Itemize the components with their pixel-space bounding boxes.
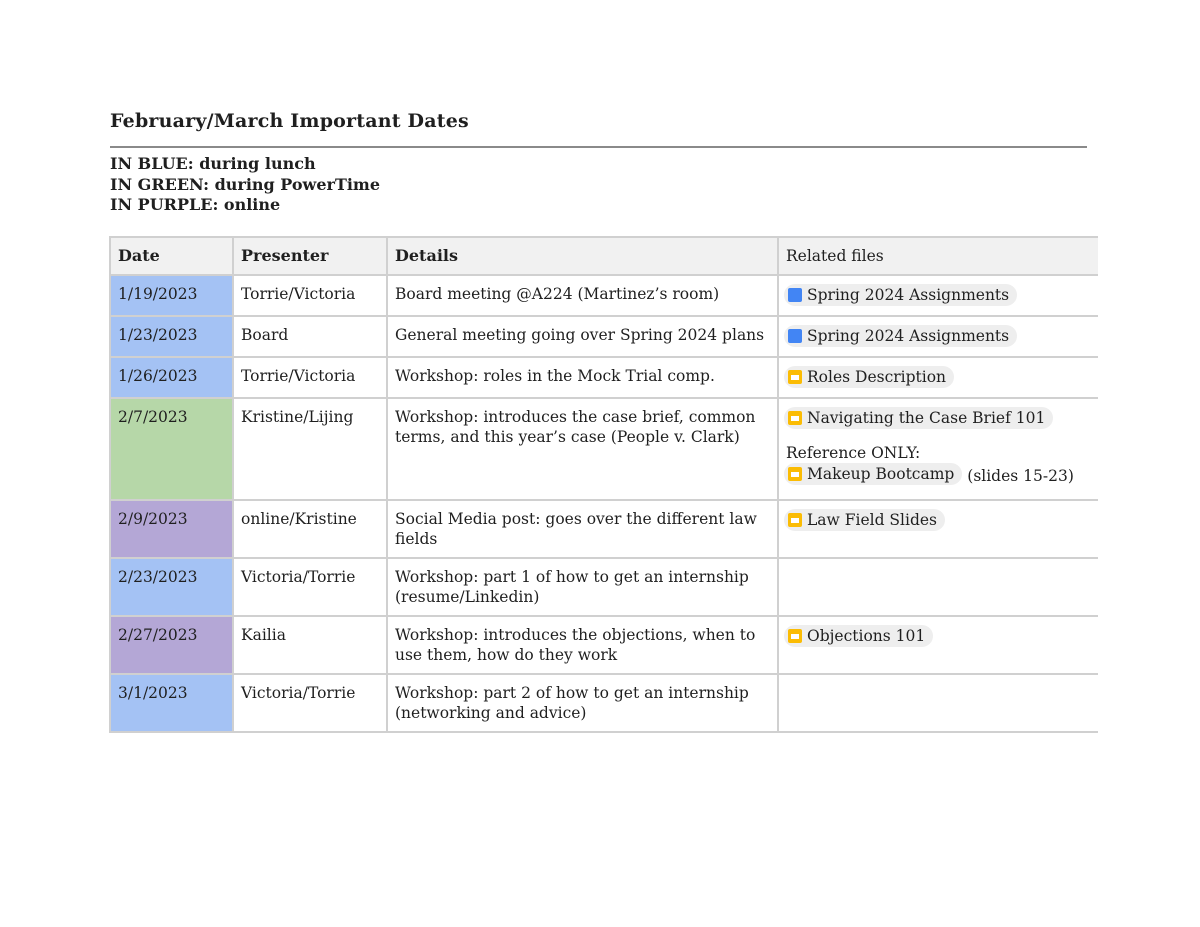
file-chip-label: Spring 2024 Assignments [807, 327, 1010, 345]
details-cell: Workshop: introduces the objections, when to use them, how do they work [387, 616, 778, 674]
table-row [110, 316, 1098, 357]
legend-purple: IN PURPLE: online [110, 195, 281, 214]
slides-icon [788, 411, 802, 425]
table-row [110, 616, 1098, 674]
related-files-cell [778, 357, 1098, 398]
date-cell: 3/1/2023 [110, 674, 233, 732]
date-cell: 1/23/2023 [110, 316, 233, 357]
header-date: Date [110, 237, 233, 275]
details-cell: Board meeting @A224 (Martinez’s room) [387, 275, 778, 316]
file-chip[interactable] [784, 625, 933, 647]
details-cell: Social Media post: goes over the different law fields [387, 500, 778, 558]
presenter-cell: Victoria/Torrie [233, 674, 387, 732]
file-chip[interactable] [784, 284, 1017, 306]
related-files-cell [778, 398, 1098, 500]
reference-label: Reference ONLY: [786, 444, 921, 462]
date-cell: 1/26/2023 [110, 357, 233, 398]
title-divider [110, 146, 1087, 148]
presenter-cell: Torrie/Victoria [233, 357, 387, 398]
related-files-cell [778, 275, 1098, 316]
header-presenter: Presenter [233, 237, 387, 275]
related-files-cell [778, 674, 1098, 732]
header-related-files: Related files [778, 237, 1098, 275]
date-cell: 2/9/2023 [110, 500, 233, 558]
doc-icon [788, 288, 802, 302]
file-chip-label: Law Field Slides [807, 511, 938, 529]
presenter-cell: Kailia [233, 616, 387, 674]
date-cell: 2/27/2023 [110, 616, 233, 674]
schedule-table [109, 236, 1098, 733]
presenter-cell: online/Kristine [233, 500, 387, 558]
header-details: Details [387, 237, 778, 275]
date-cell: 1/19/2023 [110, 275, 233, 316]
slides-icon [788, 370, 802, 384]
table-row [110, 357, 1098, 398]
details-cell: Workshop: part 2 of how to get an internship (networking and advice) [387, 674, 778, 732]
header-row [110, 237, 1098, 275]
slides-icon [788, 467, 802, 481]
file-chip[interactable] [784, 463, 962, 485]
presenter-cell: Board [233, 316, 387, 357]
file-chip[interactable] [784, 509, 945, 531]
file-chip-label: Objections 101 [807, 627, 926, 645]
file-chip[interactable] [784, 366, 954, 388]
file-chip[interactable] [784, 325, 1017, 347]
related-files-cell [778, 558, 1098, 616]
reference-suffix: (slides 15-23) [962, 467, 1074, 485]
page-title: February/March Important Dates [110, 110, 469, 132]
legend-green: IN GREEN: during PowerTime [110, 174, 381, 194]
presenter-cell: Kristine/Lijing [233, 398, 387, 500]
presenter-cell: Torrie/Victoria [233, 275, 387, 316]
reference-line [786, 463, 1091, 486]
file-chip[interactable] [784, 407, 1053, 429]
table-row [110, 500, 1098, 558]
presenter-cell: Victoria/Torrie [233, 558, 387, 616]
date-cell: 2/7/2023 [110, 398, 233, 500]
doc-icon [788, 329, 802, 343]
file-chip-label: Roles Description [807, 368, 947, 386]
details-cell: Workshop: roles in the Mock Trial comp. [387, 357, 778, 398]
file-chip-label: Spring 2024 Assignments [807, 286, 1010, 304]
related-files-cell [778, 500, 1098, 558]
details-cell: General meeting going over Spring 2024 plans [387, 316, 778, 357]
related-files-cell [778, 316, 1098, 357]
file-chip-label: Navigating the Case Brief 101 [807, 409, 1046, 427]
related-files-cell [778, 616, 1098, 674]
file-chip-label: Makeup Bootcamp [807, 465, 955, 483]
color-legend [110, 154, 380, 216]
slides-icon [788, 629, 802, 643]
schedule-body [110, 275, 1098, 732]
table-row [110, 674, 1098, 732]
slides-icon [788, 513, 802, 527]
legend-blue: IN BLUE: during lunch [110, 154, 316, 173]
table-row [110, 558, 1098, 616]
date-cell: 2/23/2023 [110, 558, 233, 616]
table-row [110, 398, 1098, 500]
details-cell: Workshop: introduces the case brief, common terms, and this year’s case (People v. Clark) [387, 398, 778, 500]
table-row [110, 275, 1098, 316]
details-cell: Workshop: part 1 of how to get an internship (resume/Linkedin) [387, 558, 778, 616]
